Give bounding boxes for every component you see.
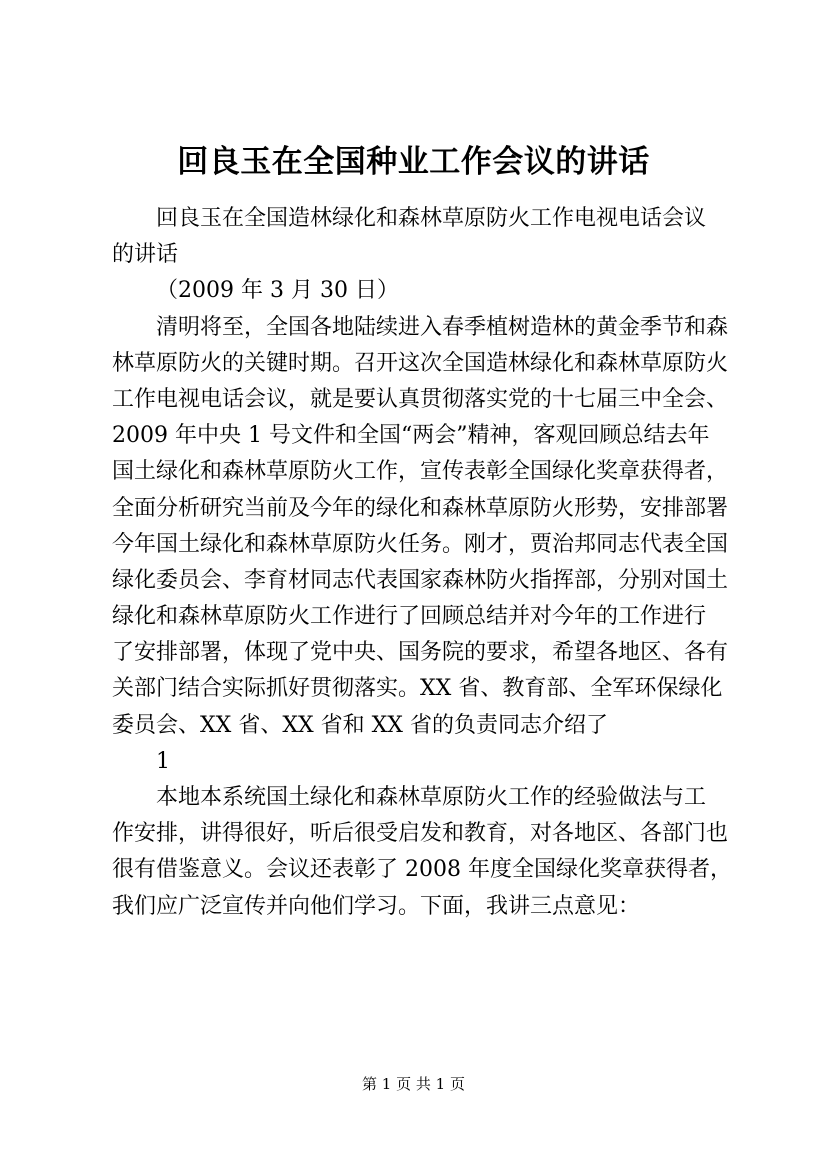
paragraph-line: 很有借鉴意义。会议还表彰了 2008 年度全国绿化奖章获得者，	[112, 857, 732, 883]
paragraph-line: 今年国土绿化和森林草原防火任务。刚才，贾治邦同志代表全国	[112, 531, 729, 557]
paragraph-line: 国土绿化和森林草原防火工作，宣传表彰全国绿化奖章获得者，	[112, 459, 729, 485]
document-body	[112, 201, 732, 925]
paragraph-line: 工作电视电话会议，就是要认真贯彻落实党的十七届三中全会、	[112, 386, 729, 412]
paragraph-line: 林草原防火的关键时期。召开这次全国造林绿化和森林草原防火	[112, 350, 729, 376]
paragraph-line: 了安排部署，体现了党中央、国务院的要求，希望各地区、各有	[112, 640, 729, 666]
paragraph-line: 全面分析研究当前及今年的绿化和森林草原防火形势，安排部署	[112, 495, 729, 521]
paragraph-line: 清明将至，全国各地陆续进入春季植树造林的黄金季节和森	[156, 314, 729, 340]
paragraph-line: 本地本系统国土绿化和森林草原防火工作的经验做法与工	[156, 785, 707, 810]
paragraph-line: 我们应广泛宣传并向他们学习。下面，我讲三点意见：	[112, 893, 641, 919]
paragraph-line: 绿化委员会、李育材同志代表国家森林防火指挥部，分别对国土	[112, 567, 729, 593]
paragraph-line: 委员会、XX 省、XX 省和 XX 省的负责同志介绍了	[112, 712, 608, 738]
subtitle-line: 回良玉在全国造林绿化和森林草原防火工作电视电话会议	[156, 206, 707, 231]
paragraph-line: 作安排，讲得很好，听后很受启发和教育，对各地区、各部门也	[112, 821, 729, 847]
paragraph-line: 2009 年中央 1 号文件和全国“两会”精神，客观回顾总结去年	[112, 423, 710, 449]
paragraph-line: 绿化和森林草原防火工作进行了回顾总结并对今年的工作进行	[112, 604, 707, 630]
inline-page-marker: 1	[156, 748, 170, 774]
speech-date: （2009 年 3 月 30 日）	[156, 278, 399, 304]
document-title: 回良玉在全国种业工作会议的讲话	[177, 144, 650, 180]
page-footer: 第 1 页 共 1 页	[362, 1075, 465, 1093]
subtitle-line: 的讲话	[112, 242, 179, 268]
paragraph-line: 关部门结合实际抓好贯彻落实。XX 省、教育部、全军环保绿化	[112, 676, 723, 702]
